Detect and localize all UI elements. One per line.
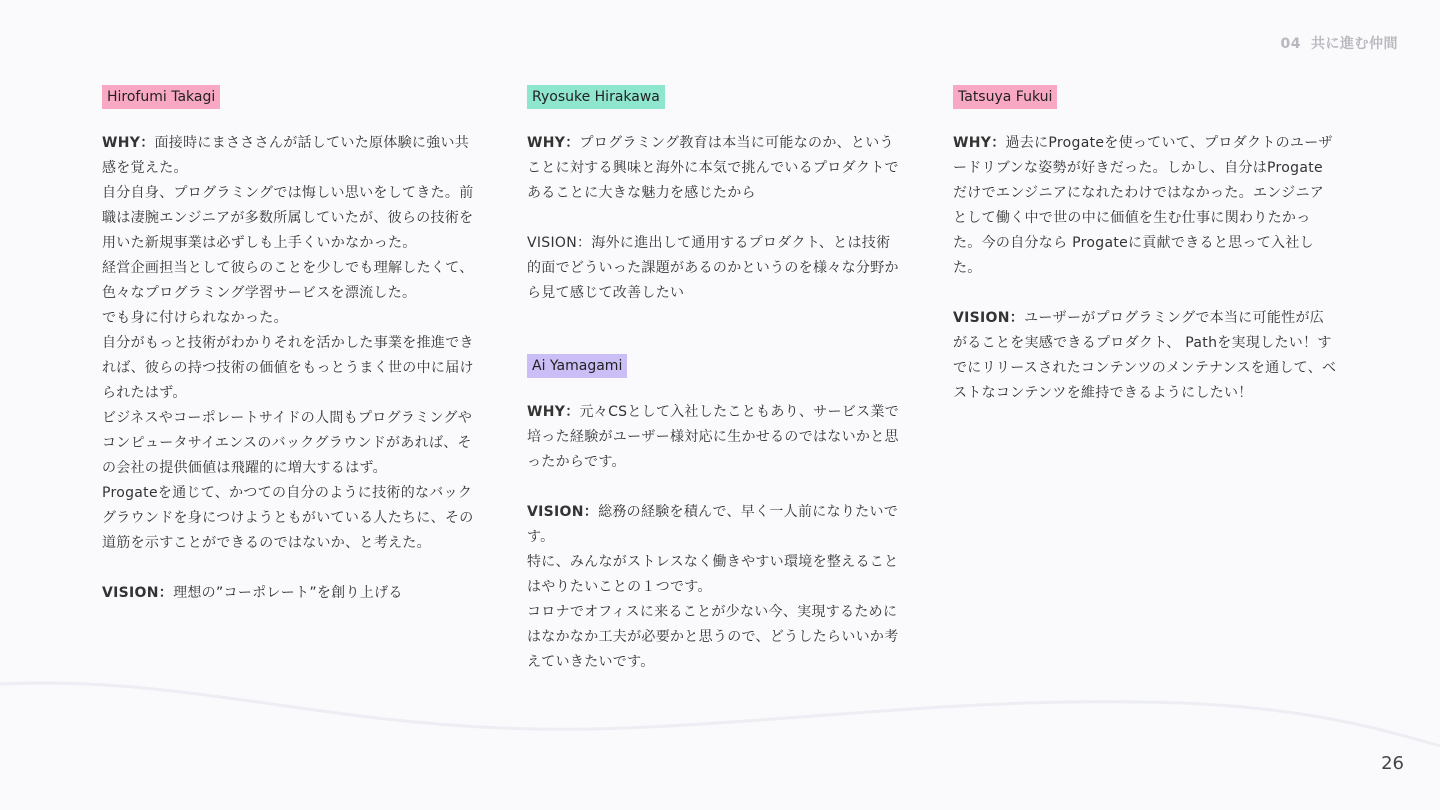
member-card-fukui (953, 85, 1337, 406)
member-statement (953, 131, 1337, 406)
vision-label: VISION： (102, 585, 174, 601)
member-card-hirakawa (527, 85, 903, 306)
member-name-tag: Tatsuya Fukui (953, 85, 1057, 109)
section-header (1281, 33, 1398, 53)
member-column-2 (527, 85, 903, 675)
member-name-tag: Ryosuke Hirakawa (527, 85, 665, 109)
section-number: 04 (1280, 36, 1301, 52)
why-label: WHY： (953, 135, 1006, 151)
why-label: WHY： (102, 135, 155, 151)
vision-label: VISION： (527, 235, 592, 251)
vision-label: VISION： (953, 310, 1025, 326)
vision-line: 特に、みんながストレスなく働きやすい環境を整えることはやりたいことの１つです。 (527, 554, 899, 595)
page-number: 26 (1381, 753, 1404, 774)
vision-line: ユーザーがプログラミングで本当に可能性が広がることを実感できるプロダクト、 Pathを実現したい！すでにリリースされたコンテンツのメンテナンスを通して、ベストなコンテンツを維持できるようにしたい！ (953, 310, 1337, 401)
vision-line: 海外に進出して通用するプロダクト、とは技術的面でどういった課題があるのかというのを様々な分野から見て感じて改善したい (527, 235, 899, 301)
why-paragraph (953, 131, 1337, 281)
vision-paragraph (527, 231, 903, 306)
vision-paragraph (527, 500, 903, 550)
why-line: 元々CSとして入社したこともあり、サービス業で培った経験がユーザー様対応に生かせるのではないかと思ったからです。 (527, 404, 900, 470)
decorative-wave (0, 670, 1440, 770)
member-statement (102, 131, 480, 606)
why-line: 面接時にまさささんが話していた原体験に強い共感を覚えた。 (102, 135, 470, 176)
vision-line: 総務の経験を積んで、早く一人前になりたいです。 (527, 504, 899, 545)
why-paragraph (527, 400, 903, 475)
why-line: でも身に付けられなかった。 (102, 310, 288, 326)
section-title: 共に進む仲間 (1311, 36, 1398, 52)
why-paragraph (527, 131, 903, 206)
member-statement (527, 400, 903, 675)
wave-line (0, 683, 1440, 746)
member-card-yamagami (527, 354, 903, 675)
why-line: 自分がもっと技術がわかりそれを活かした事業を推進できれば、彼らの持つ技術の価値をもっとうまく世の中に届けられたはず。 (102, 335, 474, 401)
why-paragraph (102, 131, 480, 181)
why-label: WHY： (527, 404, 580, 420)
why-line: 自分自身、プログラミングでは悔しい思いをしてきた。前職は凄腕エンジニアが多数所属していたが、彼らの技術を用いた新規事業は必ずしも上手くいかなかった。 (102, 185, 474, 251)
member-statement (527, 131, 903, 306)
why-line: Progateを通じて、かつての自分のように技術的なバックグラウンドを身につけようともがいている人たちに、その道筋を示すことができるのではないか、と考えた。 (102, 485, 474, 551)
member-card-takagi (102, 85, 480, 606)
vision-paragraph (953, 306, 1337, 406)
why-line: ビジネスやコーポレートサイドの人間もプログラミングやコンピュータサイエンスのバックグラウンドがあれば、その会社の提供価値は飛躍的に増大するはず。 (102, 410, 473, 476)
member-name-tag: Hirofumi Takagi (102, 85, 220, 109)
why-line: 経営企画担当として彼らのことを少しでも理解したくて、色々なプログラミング学習サービスを漂流した。 (102, 260, 474, 301)
vision-paragraph (102, 581, 480, 606)
why-label: WHY： (527, 135, 580, 151)
why-line: 過去にProgateを使っていて、プロダクトのユーザードリブンな姿勢が好きだった。しかし、自分はProgateだけでエンジニアになれたわけではなかった。エンジニアとして働く中で世の中に価値を生む仕事に関わりたかった。今の自分なら Progateに貢献できると思って入社した。 (953, 135, 1333, 276)
member-name-tag: Ai Yamagami (527, 354, 627, 378)
vision-line: 理想の”コーポレート”を創り上げる (173, 585, 403, 601)
vision-line: コロナでオフィスに来ることが少ない今、実現するためにはなかなか工夫が必要かと思うので、どうしたらいいか考えていきたいです。 (527, 604, 899, 670)
why-line: プログラミング教育は本当に可能なのか、ということに対する興味と海外に本気で挑んでいるプロダクトであることに大きな魅力を感じたから (527, 135, 899, 201)
vision-label: VISION： (527, 504, 599, 520)
